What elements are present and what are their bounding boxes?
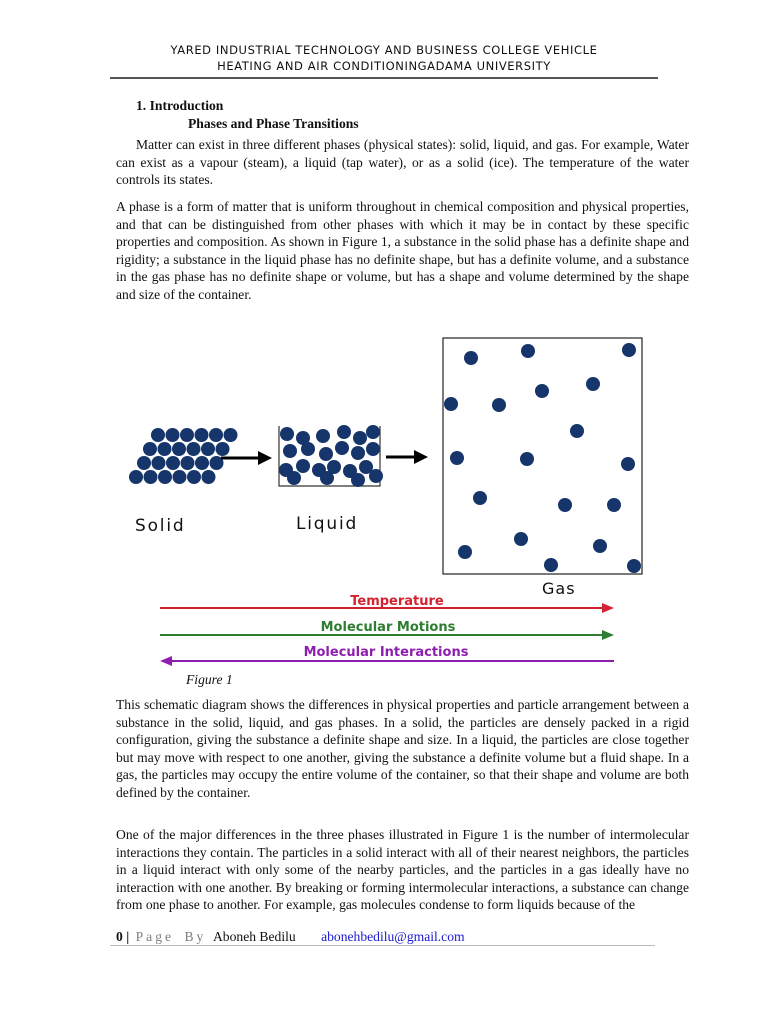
phase-diagram-figure bbox=[120, 330, 650, 670]
solid-particle bbox=[195, 428, 209, 442]
solid-particle bbox=[158, 442, 172, 456]
gas-particle bbox=[520, 452, 534, 466]
solid-to-liquid-arrow bbox=[221, 451, 272, 465]
page-footer bbox=[116, 929, 465, 945]
page-number: 0 bbox=[116, 929, 123, 944]
solid-particle bbox=[202, 470, 216, 484]
gas-particle bbox=[492, 398, 506, 412]
gas-particle bbox=[621, 457, 635, 471]
solid-particle bbox=[187, 442, 201, 456]
liquid-particle bbox=[287, 471, 301, 485]
gas-particle bbox=[458, 545, 472, 559]
liquid-particle bbox=[296, 459, 310, 473]
solid-particle bbox=[173, 470, 187, 484]
liquid-container bbox=[279, 425, 383, 487]
header-divider bbox=[110, 77, 658, 79]
gas-particle bbox=[450, 451, 464, 465]
solid-particle bbox=[195, 456, 209, 470]
page-word: Page bbox=[135, 929, 175, 944]
gas-particle bbox=[627, 559, 641, 573]
solid-particle bbox=[201, 442, 215, 456]
liquid-particle bbox=[319, 447, 333, 461]
molecular-motions-label: Molecular Motions bbox=[320, 620, 456, 635]
gas-particle bbox=[473, 491, 487, 505]
solid-particle bbox=[166, 428, 180, 442]
header-line-1: YARED INDUSTRIAL TECHNOLOGY AND BUSINESS COLLEGE VEHICLE bbox=[170, 43, 598, 57]
solid-particle bbox=[151, 428, 165, 442]
paragraph-2: A phase is a form of matter that is uniform throughout in chemical composition and physical properties, and that can be distinguished from other phases with which it may be in contact by these specific properties and composition. As shown in Figure 1, a substance in the solid phase has a definite shape and rigidity; a substance in the liquid phase has no definite shape, but has a definite volume, and a substance in the gas phase has no definite shape or volume, but has a shape and volume determined by the shape and size of the container. bbox=[116, 199, 689, 302]
gas-particle bbox=[570, 424, 584, 438]
liquid-particle bbox=[301, 442, 315, 456]
gas-particles bbox=[444, 343, 641, 573]
paragraph-3: This schematic diagram shows the differences in physical properties and particle arrangement between a substance in the solid, liquid, and gas phases. In a solid, the particles are densely packed in a rigid configuration, giving the substance a definite shape and size. In a liquid, the particles are close together but may move with respect to one another, giving the substance a definite volume but a fluid shape. In a gas, the particles may occupy the entire volume of the container, so that their shape and volume are both defined by the container. bbox=[116, 697, 689, 800]
section-subheading: Phases and Phase Transitions bbox=[188, 116, 359, 131]
molecular-motions-arrow bbox=[160, 620, 614, 640]
header-line-2: HEATING AND AIR CONDITIONINGADAMA UNIVERSITY bbox=[217, 59, 551, 73]
solid-particle bbox=[166, 456, 180, 470]
gas-particle bbox=[521, 344, 535, 358]
by-word: By bbox=[184, 929, 207, 944]
solid-particle bbox=[143, 442, 157, 456]
liquid-particle bbox=[369, 469, 383, 483]
page-header bbox=[110, 42, 658, 74]
liquid-particle bbox=[351, 446, 365, 460]
temperature-label: Temperature bbox=[350, 594, 444, 609]
gas-particle bbox=[622, 343, 636, 357]
molecular-interactions-label: Molecular Interactions bbox=[303, 645, 469, 660]
liquid-particle bbox=[366, 442, 380, 456]
gas-container bbox=[443, 338, 642, 574]
footer-separator: | bbox=[126, 929, 130, 944]
solid-particle bbox=[216, 442, 230, 456]
gas-particle bbox=[586, 377, 600, 391]
solid-particle bbox=[172, 442, 186, 456]
author-name: Aboneh Bedilu bbox=[212, 929, 296, 944]
liquid-particle bbox=[351, 473, 365, 487]
solid-particle bbox=[209, 428, 223, 442]
molecular-interactions-arrow bbox=[160, 645, 614, 666]
liquid-particle bbox=[335, 441, 349, 455]
solid-particle bbox=[224, 428, 238, 442]
solid-particle bbox=[181, 456, 195, 470]
figure-caption: Figure 1 bbox=[186, 672, 233, 687]
gas-particle bbox=[464, 351, 478, 365]
paragraph-1: Matter can exist in three different phases (physical states): solid, liquid, and gas. For example, Water can exist as a vapour (steam), a liquid (tap water), or as a solid (ice). The temperature of the water controls its states. bbox=[116, 137, 689, 188]
liquid-label: Liquid bbox=[296, 514, 359, 534]
liquid-particle bbox=[366, 425, 380, 439]
gas-particle bbox=[535, 384, 549, 398]
solid-particle bbox=[158, 470, 172, 484]
gas-particle bbox=[544, 558, 558, 572]
section-heading: 1. Introduction bbox=[136, 98, 224, 113]
gas-particle bbox=[514, 532, 528, 546]
liquid-particle bbox=[353, 431, 367, 445]
solid-particles bbox=[129, 428, 238, 484]
gas-particle bbox=[593, 539, 607, 553]
liquid-particle bbox=[283, 444, 297, 458]
liquid-particle bbox=[337, 425, 351, 439]
solid-particle bbox=[129, 470, 143, 484]
liquid-particle bbox=[316, 429, 330, 443]
gas-particle bbox=[558, 498, 572, 512]
solid-particle bbox=[180, 428, 194, 442]
author-email-link[interactable]: abonehbedilu@gmail.com bbox=[321, 929, 465, 944]
gas-particle bbox=[607, 498, 621, 512]
liquid-particle bbox=[280, 427, 294, 441]
solid-particle bbox=[187, 470, 201, 484]
liquid-particle bbox=[320, 471, 334, 485]
footer-divider bbox=[110, 945, 655, 946]
gas-label: Gas bbox=[542, 579, 576, 598]
solid-particle bbox=[152, 456, 166, 470]
gas-particle bbox=[444, 397, 458, 411]
liquid-to-gas-arrow bbox=[386, 450, 428, 464]
paragraph-4: One of the major differences in the three phases illustrated in Figure 1 is the number of intermolecular interactions they contain. The particles in a solid interact with all of their nearest neighbors, the particles in a liquid interact with only some of the nearby particles, and the particles in a gas ideally have no interaction with one another. By breaking or forming intermolecular interactions, a substance can change from one phase to another. For example, gas molecules condense to form liquids because of the bbox=[116, 827, 689, 913]
solid-label: Solid bbox=[135, 516, 186, 536]
solid-particle bbox=[144, 470, 158, 484]
solid-particle bbox=[137, 456, 151, 470]
